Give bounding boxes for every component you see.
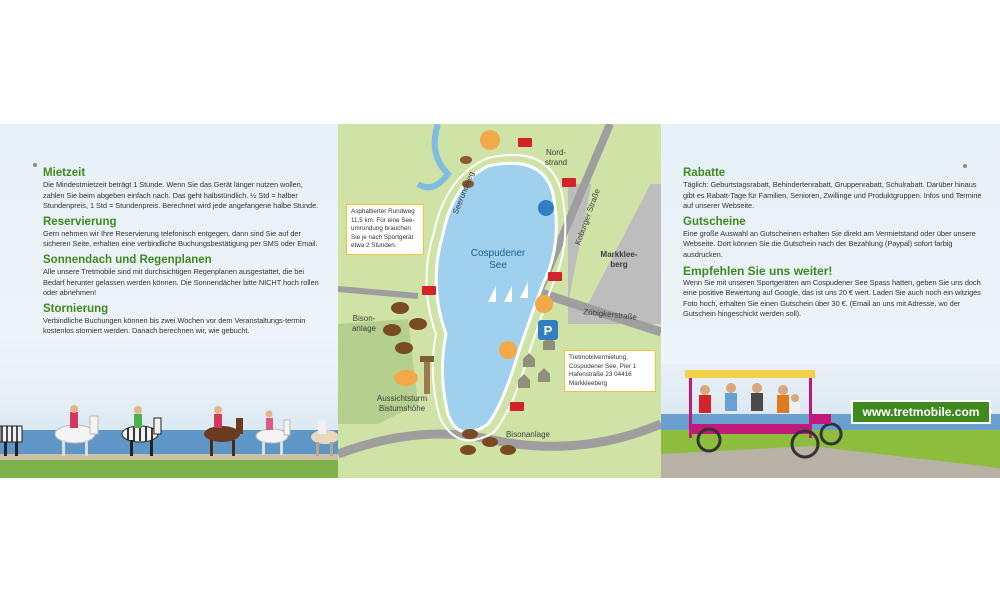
info-address: Tretmobilvermietung, Cospudener See, Pier 1 Hafenstraße 23 04416 Markkleeberg xyxy=(564,350,656,392)
food-icon-2 xyxy=(499,341,517,359)
houses xyxy=(518,336,555,388)
map-graphic xyxy=(338,124,661,478)
section-title-reservierung: Reservierung xyxy=(43,215,117,228)
section-text-rabatte: Täglich: Geburtstagsrabatt, Behindertenrabatt, Gruppenrabatt, Schulrabatt. Darüber hinaus gibt es Rabatt-Tage für Familien, Senioren, Zwillinge und Produktgruppen. Infos und Termine auf unserer Webseite. xyxy=(683,180,982,211)
swim-icon xyxy=(538,200,554,216)
section-text-reservierung: Gern nehmen wir Ihre Reservierung telefonisch entgegen, dann sind Sie auf der sicheren Seite, erhalten eine verbindliche Buchungsbestätigung per SMS oder Email. xyxy=(43,228,318,249)
bakery-icon xyxy=(394,370,418,386)
website-url[interactable]: www.tretmobile.com xyxy=(851,400,991,424)
section-text-sonnendach: Alle unsere Tretmobile sind mit durchsichtigen Regenplanen ausgestattet, die bei Bedarf herunter gelassen werden können. Die Sonnendächer bitte NICHT hoch rollen oder abnehmen! xyxy=(43,266,319,298)
parking-label: P xyxy=(543,323,553,338)
section-text-empfehlen: Wenn Sie mit unseren Sportgeräten am Cospudener See Spass hatten, geben Sie uns doch eine positive Bewertung auf Google, das ist uns 20 € wert. Laden Sie auch noch ein witziges Foto hoch, erhalten Sie einen Gutschein über 30 €. (Email an uns mit Adresse, wo der Gutschein hingeschickt werden soll). xyxy=(683,277,981,319)
panel-map xyxy=(338,124,661,478)
label-nord-strand: Nord- strand xyxy=(544,148,568,167)
label-lake: Cospudener See xyxy=(470,248,526,271)
label-tower: Aussichtsturm Bistumshöhe xyxy=(376,394,428,413)
icecream-icon xyxy=(480,130,500,150)
photo-ride-animals xyxy=(0,404,338,478)
section-text-mietzeit: Die Mindestmietzeit beträgt 1 Stunde. Wenn Sie das Gerät länger nutzen wollen, zahlen Sie beim abgeben einfach nach. Das geht halbstündlich. ½ Std = halber Stundenpreis, 1 Std = Stundenpreis. Berechnet wird jede angefangene halbe Stunde. xyxy=(43,180,319,211)
panel-left xyxy=(0,124,338,478)
label-bison-bottom: Bisonanlage xyxy=(505,430,551,439)
tower-icon xyxy=(424,360,430,394)
section-title-sonnendach: Sonnendach und Regenplanen xyxy=(43,253,212,266)
section-title-mietzeit: Mietzeit xyxy=(43,167,86,179)
brochure xyxy=(0,124,1000,478)
section-title-gutscheine: Gutscheine xyxy=(683,215,746,228)
left-text-column xyxy=(43,164,323,340)
info-rundweg: Asphaltierter Rundweg 11,5 km. Für eine See-umrundung brauchen Sie je nach Sportgerät etwa 2 Stunden. xyxy=(346,204,424,255)
label-bison-left: Bison- anlage xyxy=(351,314,377,333)
food-icon xyxy=(535,295,553,313)
section-title-stornierung: Stornierung xyxy=(43,302,109,315)
label-seerundweg: Seerundweg xyxy=(450,170,477,216)
cart-roof xyxy=(685,370,815,378)
label-zoebigker: Zöbigkerstraße xyxy=(582,307,638,322)
right-text-column xyxy=(683,164,983,323)
river xyxy=(418,124,448,187)
section-text-gutscheine: Eine große Auswahl an Gutscheinen erhalten Sie direkt am Vermietstand oder über unsere Webseite. Dort können Sie die Gutschein nach der Bezahlung (Paypal) sofort farbig ausdrucken. xyxy=(683,228,976,259)
label-koburger: Koburger Straße xyxy=(573,187,602,247)
section-title-empfehlen: Empfehlen Sie uns weiter! xyxy=(683,263,833,278)
section-title-rabatte: Rabatte xyxy=(683,167,726,179)
fold-dot xyxy=(33,163,37,167)
section-text-stornierung: Verbindliche Buchungen können bis zwei Wochen vor dem Veranstaltungs-termin kostenlos storniert werden. Danach berechnen wir, wie gebucht. xyxy=(43,315,306,336)
label-markkleeberg: Markklee- berg xyxy=(600,250,638,269)
panel-right xyxy=(661,124,1000,478)
